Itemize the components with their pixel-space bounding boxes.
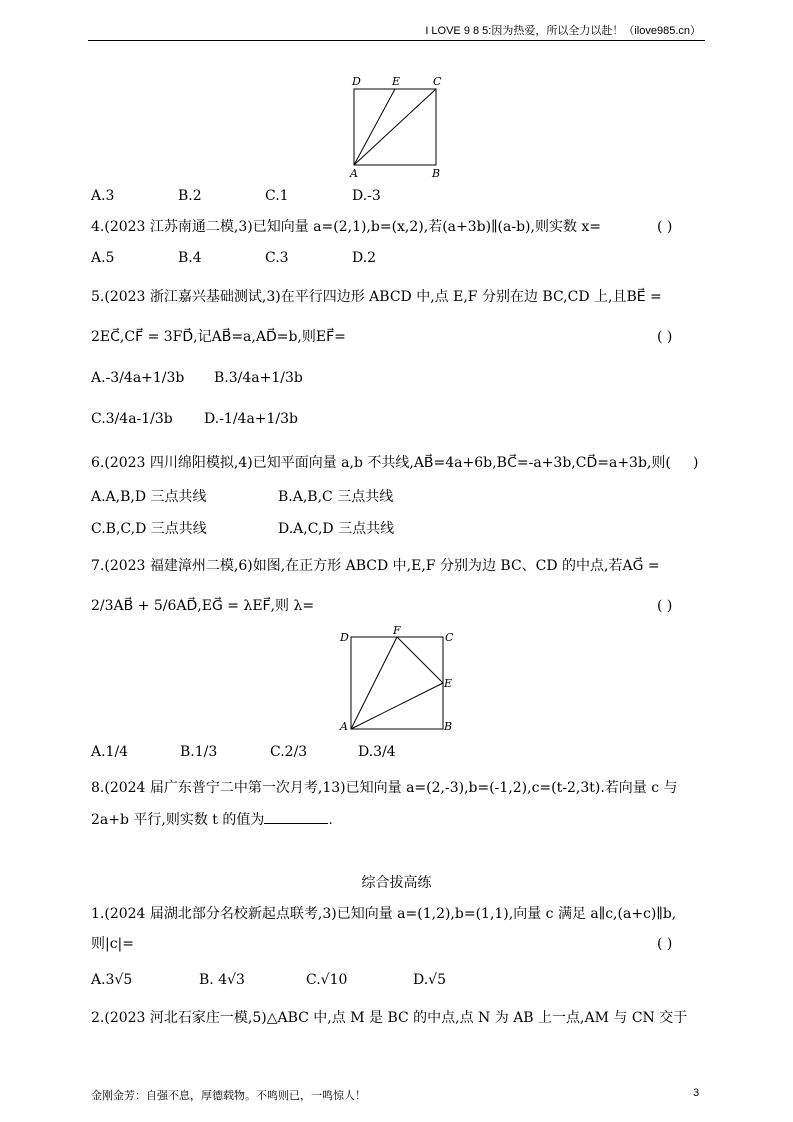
- header-divider: [88, 40, 705, 41]
- q6-option-a: A.A,B,D 三点共线: [91, 489, 207, 505]
- footer-motto: 金刚金芳：自强不息，厚德载物。不鸣则已，一鸣惊人！: [91, 1090, 366, 1102]
- fig2-label-A: A: [340, 720, 348, 733]
- q5-option-c: C.3/4a-1/3b: [91, 411, 173, 427]
- q7-option-a: A.1/4: [91, 744, 129, 760]
- p1-option-c: C.√10: [306, 972, 348, 988]
- q8-stem-line2: [91, 810, 333, 830]
- q7-answer-paren: ( ): [657, 598, 673, 614]
- fig1-label-A: A: [350, 167, 358, 180]
- p1-answer-paren: ( ): [657, 936, 673, 952]
- fig1-label-E: E: [392, 75, 401, 88]
- q4-answer-paren: ( ): [657, 219, 673, 235]
- q6-option-b: B.A,B,C 三点共线: [278, 489, 394, 505]
- fig2-label-F: F: [393, 624, 401, 637]
- q5-option-d: D.-1/4a+1/3b: [204, 411, 299, 427]
- fig1-label-C: C: [433, 75, 442, 88]
- q5-option-b: B.3/4a+1/3b: [214, 370, 303, 386]
- q6-option-c: C.B,C,D 三点共线: [91, 521, 207, 537]
- q5-answer-paren: ( ): [657, 329, 673, 345]
- p1-option-a: A.3√5: [91, 972, 133, 988]
- p1-option-d: D.√5: [413, 972, 447, 988]
- figure-square-1: [340, 72, 455, 182]
- q5-stem-line1: 5.(2023 浙江嘉兴基础测试,3)在平行四边形 ABCD 中,点 E,F 分别在边 BC,CD 上,且BE⃗ =: [91, 289, 662, 305]
- fig2-label-D: D: [340, 631, 349, 644]
- q3-option-b: B.2: [178, 188, 202, 204]
- q4-option-c: C.3: [265, 250, 289, 266]
- fig1-label-B: B: [432, 167, 441, 180]
- q3-option-a: A.3: [91, 188, 115, 204]
- p1-stem-line2: 则|c|=: [91, 936, 135, 952]
- fig1-label-D: D: [352, 75, 361, 88]
- q8-answer-blank: [264, 823, 328, 824]
- fig2-label-B: B: [444, 720, 453, 733]
- q4-option-b: B.4: [178, 250, 202, 266]
- q6-close-paren: ): [693, 455, 699, 471]
- figure-square-2: [336, 624, 461, 736]
- q8-stem-line2-text: 2a+b 平行,则实数 t 的值为: [91, 812, 265, 828]
- q3-option-d: D.-3: [352, 188, 381, 204]
- q4-stem: 4.(2023 江苏南通二模,3)已知向量 a=(2,1),b=(x,2),若(a+3b)∥(a-b),则实数 x=: [91, 219, 602, 235]
- p1-option-b: B. 4√3: [199, 972, 245, 988]
- page-number: 3: [693, 1087, 700, 1099]
- fig2-label-E: E: [444, 677, 453, 690]
- q7-stem-line2: 2/3AB⃗ + 5/6AD⃗,EG⃗ = λEF⃗,则 λ=: [91, 598, 315, 614]
- p2-stem-line1: 2.(2023 河北石家庄一模,5)△ABC 中,点 M 是 BC 的中点,点 N 为 AB 上一点,AM 与 CN 交于: [91, 1010, 688, 1026]
- fig2-label-C: C: [445, 631, 454, 644]
- q8-stem-line1: 8.(2024 届广东普宁二中第一次月考,13)已知向量 a=(2,-3),b=(-1,2),c=(t-2,3t).若向量 c 与: [91, 780, 678, 796]
- page-header: I LOVE 9 8 5:因为热爱，所以全力以赴！（ilove985.cn）: [425, 25, 701, 37]
- q6-option-d: D.A,C,D 三点共线: [278, 521, 395, 537]
- q4-option-d: D.2: [352, 250, 377, 266]
- q7-stem-line1: 7.(2023 福建漳州二模,6)如图,在正方形 ABCD 中,E,F 分别为边 BC、CD 的中点,若AG⃗ =: [91, 558, 660, 574]
- q4-option-a: A.5: [91, 250, 115, 266]
- p1-stem-line1: 1.(2024 届湖北部分名校新起点联考,3)已知向量 a=(1,2),b=(1,1),向量 c 满足 a∥c,(a+c)∥b,: [91, 906, 677, 922]
- q8-period: .: [328, 812, 333, 828]
- q5-stem-line2: 2EC⃗,CF⃗ = 3FD⃗,记AB⃗=a,AD⃗=b,则EF⃗=: [91, 329, 346, 345]
- q7-option-c: C.2/3: [270, 744, 308, 760]
- q3-option-c: C.1: [265, 188, 289, 204]
- q7-option-b: B.1/3: [180, 744, 218, 760]
- q5-option-a: A.-3/4a+1/3b: [91, 370, 185, 386]
- q7-option-d: D.3/4: [358, 744, 396, 760]
- section-title: 综合拔高练: [361, 875, 432, 891]
- q6-stem: 6.(2023 四川绵阳模拟,4)已知平面向量 a,b 不共线,AB⃗=4a+6b,BC⃗=-a+3b,CD⃗=a+3b,则(: [91, 455, 671, 471]
